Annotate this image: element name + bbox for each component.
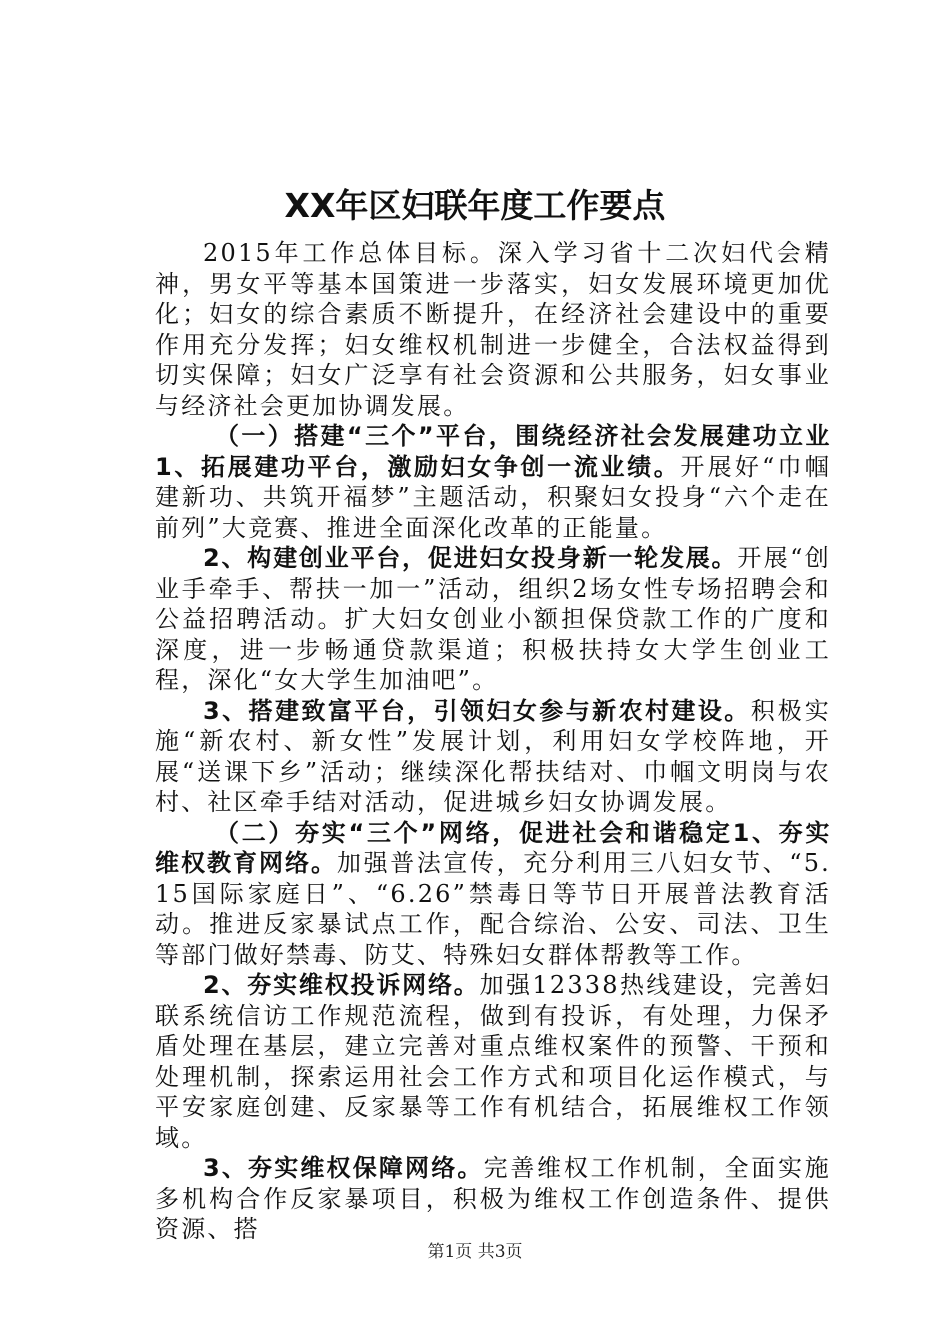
paragraph bbox=[155, 238, 831, 421]
paragraph-text: 2015年工作总体目标。深入学习省十二次妇代会精神，男女平等基本国策进一步落实，妇女发展环境更加优化；妇女的综合素质不断提升，在经济社会建设中的重要作用充分发挥；妇女维权机制进一步健全，合法权益得到切实保障；妇女广泛享有社会资源和公共服务，妇女事业与经济社会更加协调发展。 bbox=[155, 239, 831, 420]
document-title: XX年区妇联年度工作要点 bbox=[284, 186, 666, 225]
paragraph bbox=[155, 421, 831, 543]
paragraph-text: 完善维权工作机制，全面实施多机构合作反家暴项目，积极为维权工作创造条件、提供资源、搭 bbox=[155, 1154, 831, 1243]
paragraph bbox=[155, 818, 831, 971]
paragraph bbox=[155, 696, 831, 818]
paragraph-lead: （一）搭建“三个”平台，围绕经济社会发展建功立业1、拓展建功平台，激励妇女争创一流业绩。 bbox=[155, 422, 831, 481]
page-footer: 第1页 共3页 bbox=[427, 1242, 523, 1262]
document-body bbox=[155, 238, 831, 1245]
paragraph-lead: 3、搭建致富平台，引领妇女参与新农村建设。 bbox=[203, 696, 751, 725]
paragraph bbox=[155, 543, 831, 696]
paragraph-text: 加强12338热线建设，完善妇联系统信访工作规范流程，做到有投诉，有处理，力保矛盾处理在基层，建立完善对重点维权案件的预警、干预和处理机制，探索运用社会工作方式和项目化运作模式，与平安家庭创建、反家暴等工作有机结合，拓展维权工作领域。 bbox=[155, 971, 831, 1152]
paragraph-text: 开展好“巾帼建新功、共筑开福梦”主题活动，积聚妇女投身“六个走在前列”大竞赛、推进全面深化改革的正能量。 bbox=[155, 452, 831, 542]
paragraph-lead: 2、夯实维权投诉网络。 bbox=[203, 971, 480, 999]
paragraph bbox=[155, 970, 831, 1153]
paragraph-lead: （二）夯实“三个”网络，促进社会和谐稳定1、夯实维权教育网络。 bbox=[155, 818, 831, 877]
paragraph-lead: 3、夯实维权保障网络。 bbox=[203, 1154, 484, 1182]
paragraph-text: 加强普法宣传，充分利用三八妇女节、“5.15国际家庭日”、“6.26”禁毒日等节日开展普法教育活动。推进反家暴试点工作，配合综治、公安、司法、卫生等部门做好禁毒、防艾、特殊妇女群体帮教等工作。 bbox=[155, 849, 831, 969]
paragraph bbox=[155, 1153, 831, 1245]
paragraph-text: 开展“创业手牵手、帮扶一加一”活动，组织2场女性专场招聘会和公益招聘活动。扩大妇女创业小额担保贷款工作的广度和深度，进一步畅通贷款渠道；积极扶持女大学生创业工程，深化“女大学生加油吧”。 bbox=[155, 544, 831, 694]
paragraph-lead: 2、构建创业平台，促进妇女投身新一轮发展。 bbox=[203, 544, 738, 572]
paragraph-text: 积极实施“新农村、新女性”发展计划，利用妇女学校阵地，开展“送课下乡”活动；继续深化帮扶结对、巾帼文明岗与农村、社区牵手结对活动，促进城乡妇女协调发展。 bbox=[155, 696, 831, 816]
